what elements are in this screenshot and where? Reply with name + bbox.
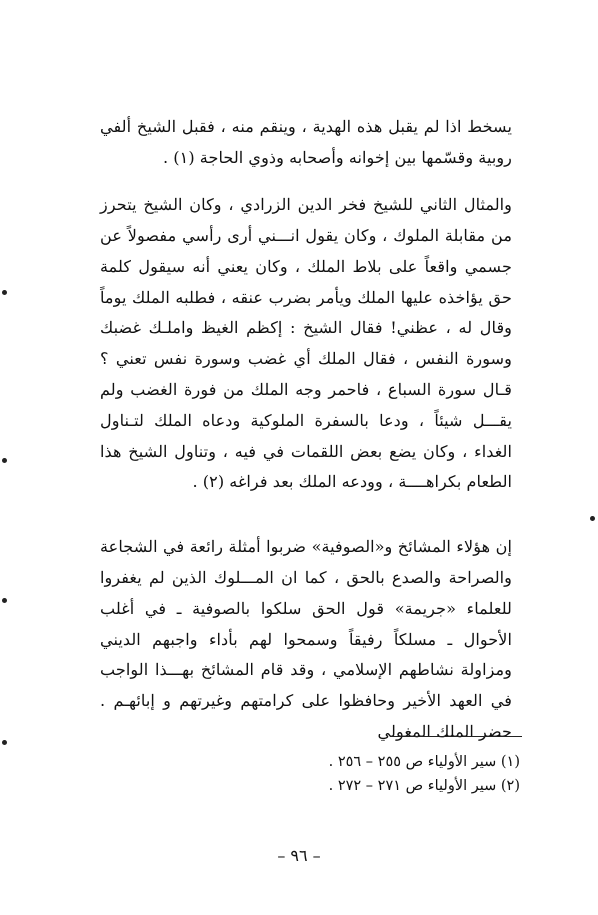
footnote-separator [390, 736, 522, 737]
scan-mark [2, 740, 7, 745]
paragraph-3: إن هؤلاء المشائخ و«الصوفية» ضربوا أمثلة رائعة في الشجاعة والصراحة والصدع بالحق ، كما ان المـــلوك الذين لم يغفروا للعلماء «جريمة» قول الحق سلكوا بالصوفية ـ في أغلب الأحوال ـ مسلكاً رفيقاً وسمحوا لهم بأداء واجبهم الديني ومزاولة نشاطهم الإسلامي ، وقد قام المشائخ بهـــذا الواجب في العهد الأخير وحافظوا على كرامتهم وغيرتهم و إبائهـم . حضر الملك المغولي [100, 537, 512, 741]
paragraph-1: يسخط اذا لم يقبل هذه الهدية ، وينقم منه ، فقبل الشيخ ألفي روبية وقسّمها بين إخوانه وأصحابه وذوي الحاجة (١) . [100, 117, 512, 167]
page-number: – ٩٦ – [277, 846, 321, 865]
footnote-2: (٢) سير الأولياء ص ٢٧١ – ٢٧٢ . [328, 778, 520, 794]
footnote-1: (١) سير الأولياء ص ٢٥٥ – ٢٥٦ . [328, 754, 520, 770]
footnotes [230, 750, 520, 798]
scan-mark [590, 516, 595, 521]
scan-mark [2, 458, 7, 463]
scan-mark [2, 598, 7, 603]
scan-mark [2, 290, 7, 295]
paragraph-2: والمثال الثاني للشيخ فخر الدين الزرادي ، وكان الشيخ يتحرز من مقابلة الملوك ، وكان يقول انـــني أرى رأسي مفصولاً عن جسمي واقعاً على بلاط الملك ، وكان يعني أنه سيقول كلمة حق يؤاخذه عليها الملك ويأمر بضرب عنقه ، فطلبه الملك يوماً وقال له ، عظني! فقال الشيخ : إكظم الغيظ واملـك غضبك وسورة النفس ، فقال الملك أي غضب وسورة نفس تعني ؟ قـال سورة السباع ، فاحمر وجه الملك من فورة الغضب ولم يقـــل شيئاً ، ودعا بالسفرة الملوكية ودعاه الملك لتـناول الغداء ، وكان يضع بعض اللقمات في فيه ، وتناول الشيخ هذا الطعام بكراهــــة ، وودعه الملك بعد فراغه (٢) . [100, 195, 512, 492]
